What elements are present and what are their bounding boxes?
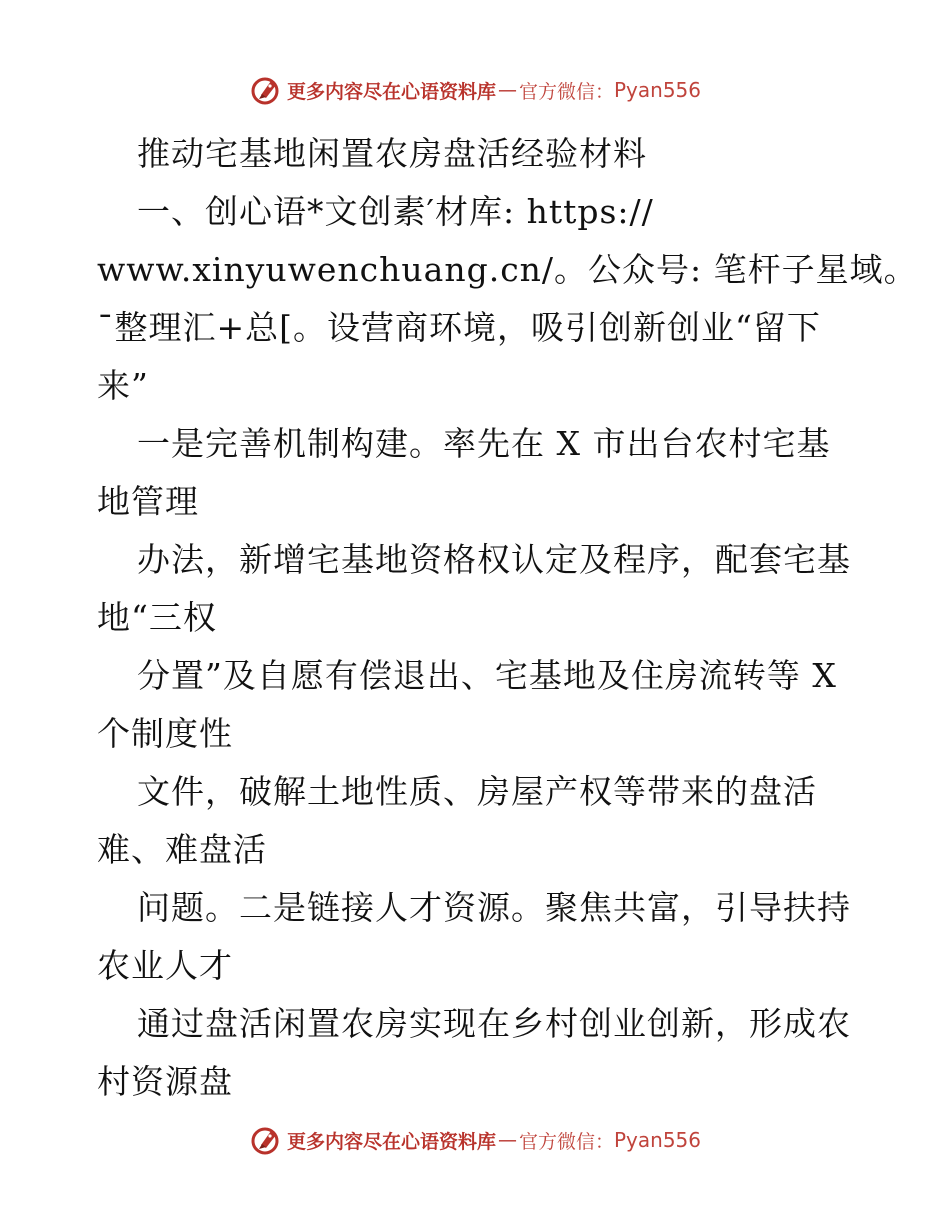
text-line: 个制度性 bbox=[97, 714, 233, 753]
banner-text: 更多内容尽在心语资料库 bbox=[286, 80, 496, 103]
text-line: www.xinyuwenchuang.cn/。公众号: 笔杆子星域。 bbox=[97, 250, 918, 289]
text-line: 难、难盘活 bbox=[97, 830, 267, 869]
header-banner bbox=[0, 70, 950, 110]
banner-wechat-label: 官方微信： bbox=[518, 80, 614, 103]
text-line: 村资源盘 bbox=[97, 1062, 233, 1101]
text-line: 地“三权 bbox=[97, 598, 217, 637]
banner-wechat-label: 官方微信： bbox=[518, 1130, 614, 1153]
banner-text: 更多内容尽在心语资料库 bbox=[286, 1130, 496, 1153]
pen-nib-logo-icon bbox=[249, 1123, 283, 1157]
text-line: 文件，破解土地性质、房屋产权等带来的盘活 bbox=[137, 772, 817, 811]
text-line: 问题。二是链接人才资源。聚焦共富，引导扶持 bbox=[137, 888, 851, 927]
text-line: 一、创心语*文创素′材库: https:// bbox=[137, 192, 654, 231]
text-line: 地管理 bbox=[97, 482, 199, 521]
pen-nib-logo-icon bbox=[249, 73, 283, 107]
text-line: 办法，新增宅基地资格权认定及程序，配套宅基 bbox=[137, 540, 851, 579]
document-title: 推动宅基地闲置农房盘活经验材料 bbox=[137, 134, 647, 173]
banner-separator: — bbox=[497, 79, 517, 101]
banner-wechat-id: Pyan556 bbox=[614, 78, 702, 102]
text-line: 分置”及自愿有偿退出、宅基地及住房流转等 X bbox=[137, 656, 837, 695]
text-line: 来” bbox=[97, 366, 149, 405]
document-body bbox=[97, 125, 918, 1111]
banner-wechat-id: Pyan556 bbox=[614, 1128, 702, 1152]
text-line: 通过盘活闲置农房实现在乡村创业创新，形成农 bbox=[137, 1004, 851, 1043]
text-line: 一是完善机制构建。率先在 X 市出台农村宅基 bbox=[137, 424, 831, 463]
banner-separator: — bbox=[497, 1129, 517, 1151]
footer-banner bbox=[0, 1120, 950, 1160]
text-line: ¯整理汇+总[。设营商环境，吸引创新创业“留下 bbox=[97, 308, 821, 347]
text-line: 农业人才 bbox=[97, 946, 233, 985]
